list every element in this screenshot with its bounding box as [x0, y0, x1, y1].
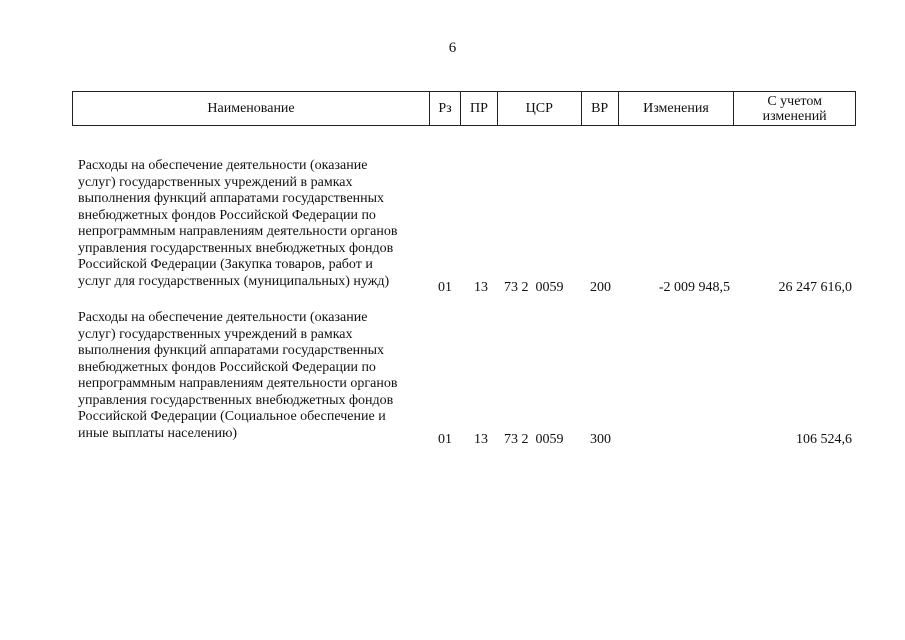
cell-csr: 73 2 0059 [504, 431, 564, 447]
description-line: Расходы на обеспечение деятельности (оказание [78, 310, 368, 325]
description-line: услуг для государственных (муниципальных) нужд) [78, 273, 390, 289]
cell-total: 26 247 616,0 [778, 279, 852, 295]
cell-change: -2 009 948,5 [658, 279, 730, 295]
description-line: выполнения функций аппаратами государственных [78, 191, 385, 206]
page-number: 6 [448, 40, 457, 56]
header-pr: ПР [461, 92, 498, 125]
cell-total: 106 524,6 [796, 431, 852, 447]
description-line: непрограммным направлениям деятельности органов [78, 224, 398, 239]
description-line: услуг) государственных учреждений в рамках [78, 174, 353, 190]
description-line: управления государственных внебюджетных фондов [78, 240, 394, 256]
table-header [72, 91, 856, 126]
header-vr: ВР [582, 92, 619, 125]
cell-vr: 300 [590, 431, 611, 447]
header-rz: Рз [430, 92, 461, 125]
description-line: выполнения функций аппаратами государственных [78, 343, 385, 358]
cell-pr: 13 [474, 279, 488, 295]
header-name: Наименование [73, 92, 430, 125]
row-description [78, 158, 423, 290]
cell-csr: 73 2 0059 [504, 279, 564, 295]
description-line: услуг) государственных учреждений в рамках [78, 326, 353, 342]
description-line: Российской Федерации (Закупка товаров, работ и [78, 257, 373, 272]
table-row [72, 158, 856, 296]
description-line: Расходы на обеспечение деятельности (оказание [78, 158, 368, 173]
header-csr: ЦСР [498, 92, 582, 125]
cell-pr: 13 [474, 431, 488, 447]
cell-vr: 200 [590, 279, 611, 295]
header-change: Изменения [619, 92, 735, 125]
description-line: управления государственных внебюджетных фондов [78, 392, 394, 408]
table-row [72, 310, 856, 448]
cell-rz: 01 [438, 431, 452, 447]
header-total: С учетом изменений [762, 93, 827, 124]
description-line: иные выплаты населению) [78, 425, 238, 441]
description-line: внебюджетных фондов Российской Федерации по [78, 207, 376, 223]
description-line: внебюджетных фондов Российской Федерации по [78, 359, 376, 375]
description-line: Российской Федерации (Социальное обеспечение и [78, 409, 386, 424]
description-line: непрограммным направлениям деятельности органов [78, 376, 398, 391]
row-description [78, 310, 423, 442]
cell-rz: 01 [438, 279, 452, 295]
